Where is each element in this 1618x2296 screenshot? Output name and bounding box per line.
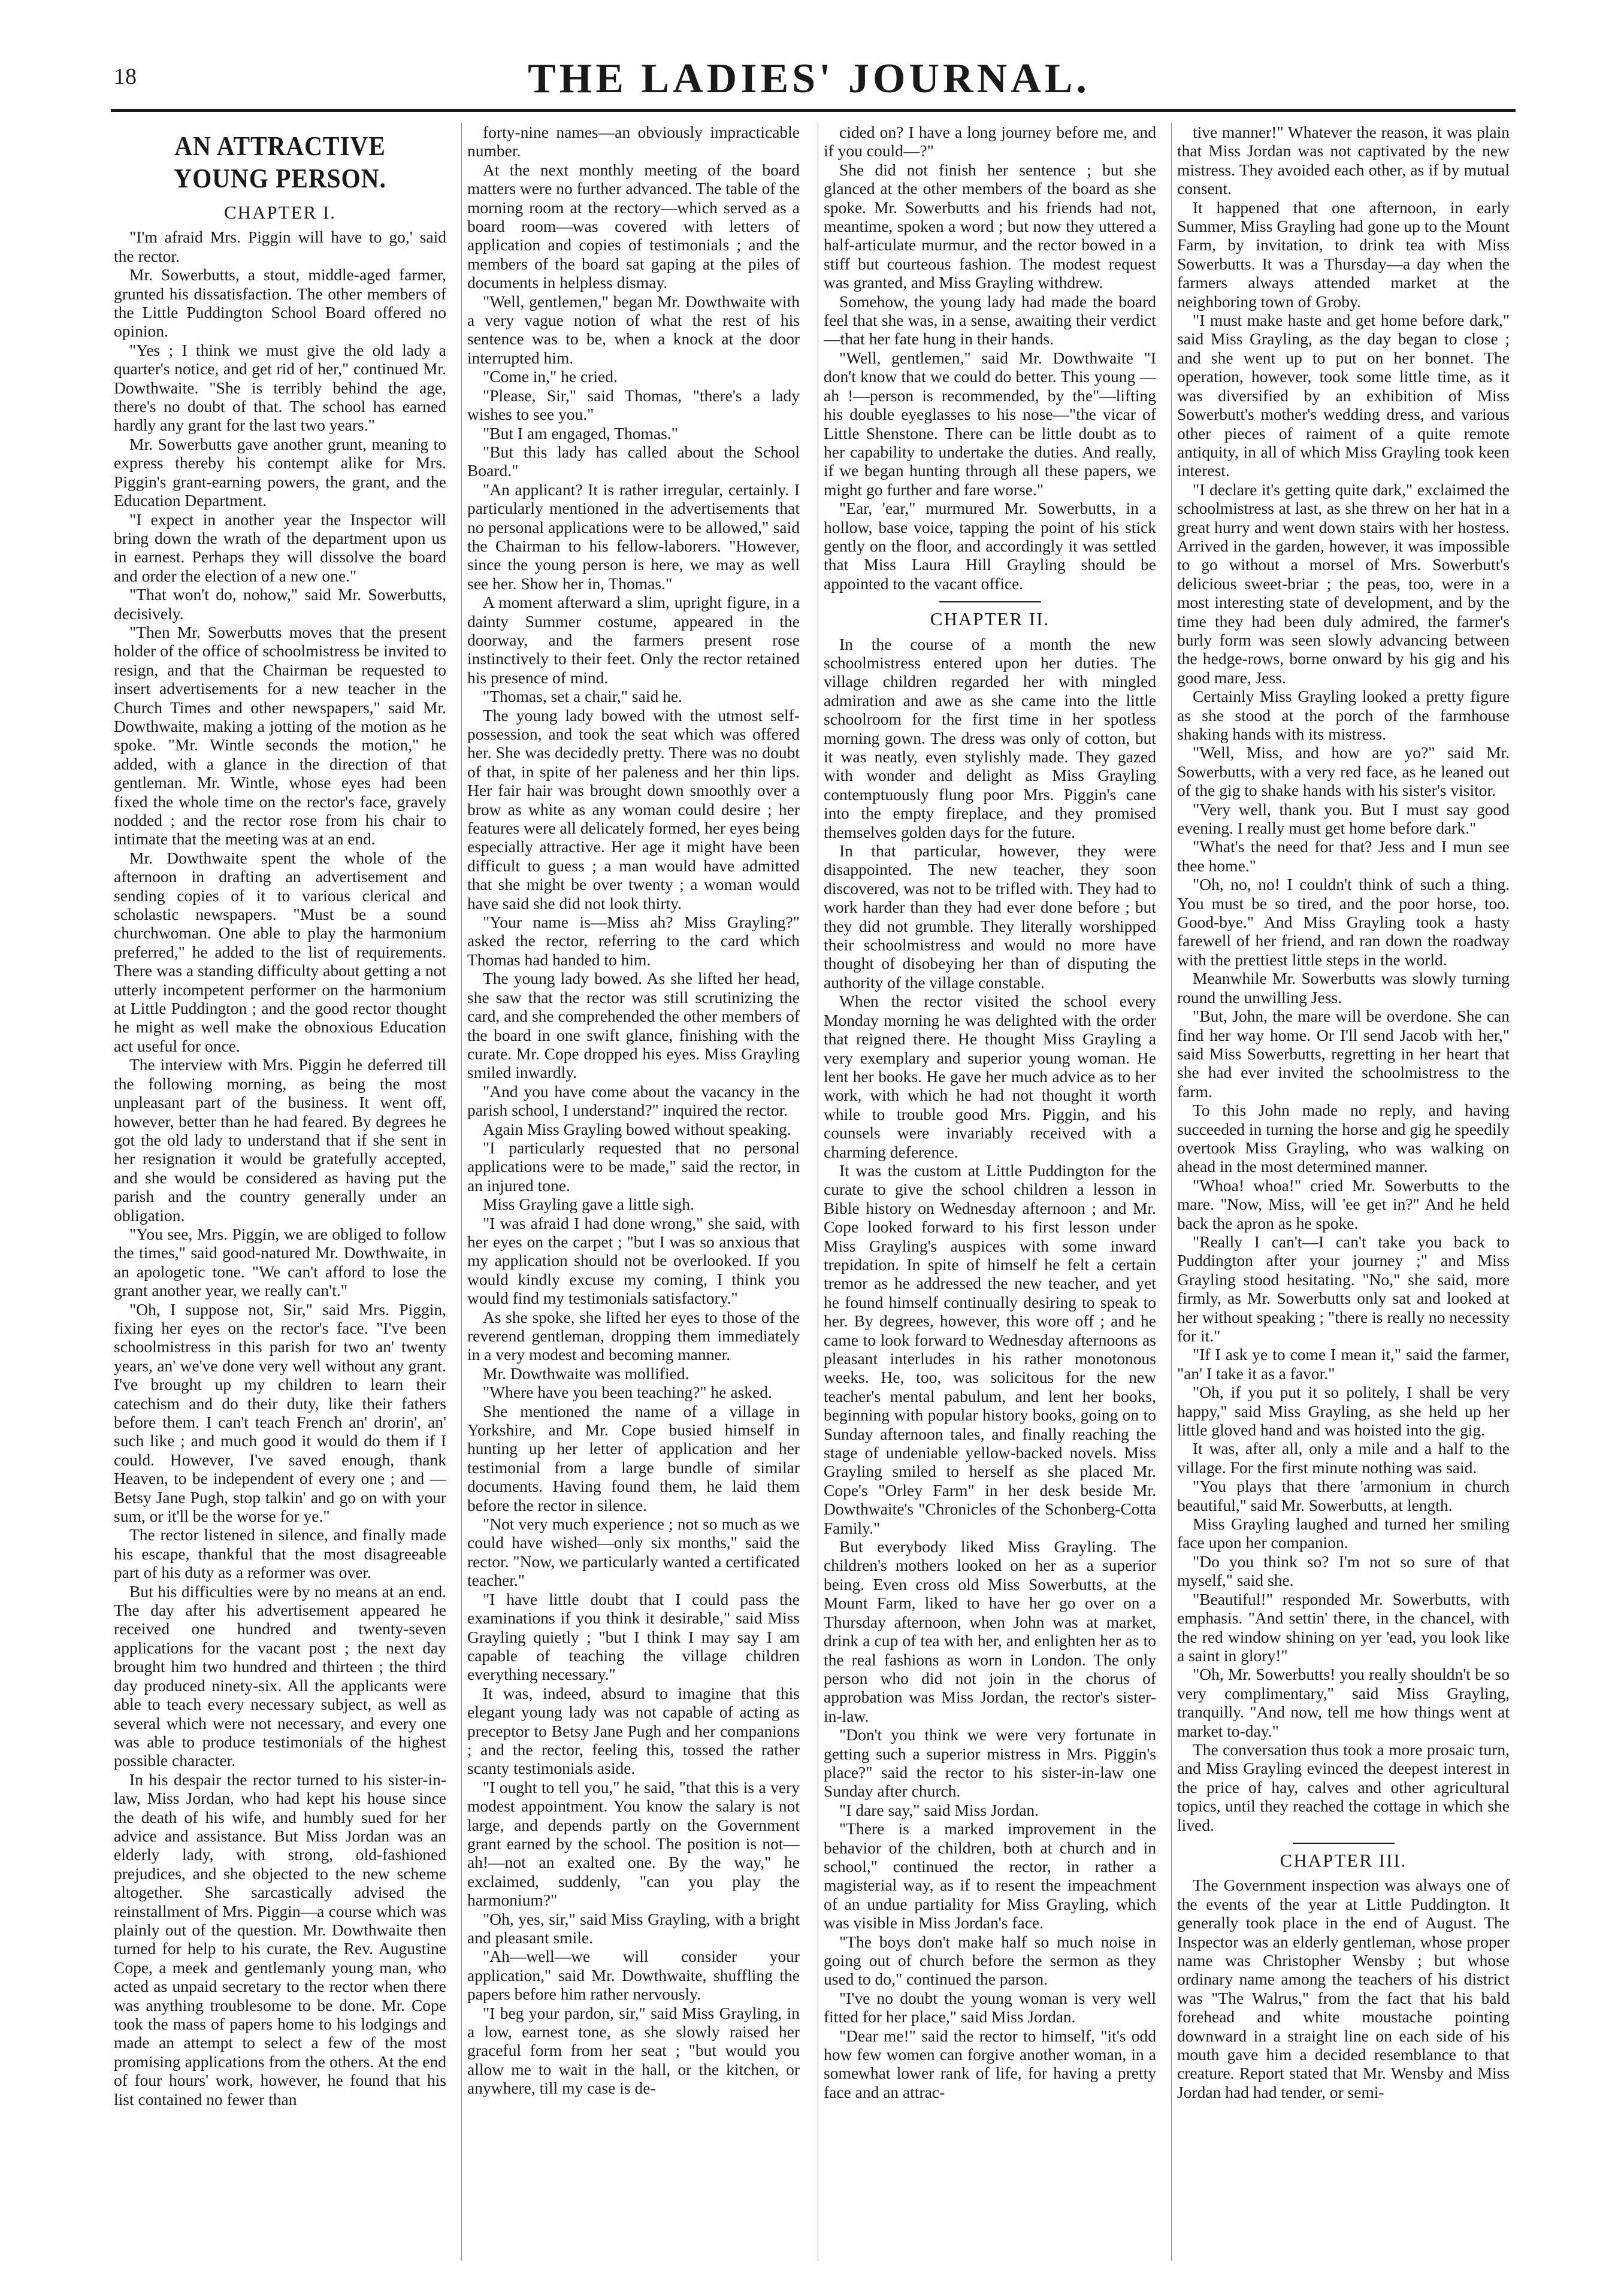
column-divider <box>1171 123 1172 2261</box>
paragraph: "Oh, if you put it so politely, I shall be very happy," said Miss Grayling, as she held up her little gloved hand and was hoisted into the gig. <box>1177 1383 1510 1440</box>
paragraph: "And you have come about the vacancy in the parish school, I understand?" inquired the rector. <box>467 1082 800 1120</box>
paragraph: In the course of a month the new schoolmistress entered upon her duties. The village children regarded her with mingled admiration and awe as she came into the little schoolroom for the first time in her spotless morning gown. The dress was only of cotton, but it was neatly, even stylishly made. They gazed with wonder and delight as Miss Grayling contemptuously flung poor Mrs. Piggin's cane into the empty fireplace, and they promised themselves golden days for the future. <box>824 634 1156 841</box>
paragraph: "But this lady has called about the School Board." <box>467 442 800 480</box>
column-3 <box>824 123 1156 2273</box>
paragraph: In his despair the rector turned to his sister-in-law, Miss Jordan, who had kept his house since the death of his wife, and humbly sued for her advice and assistance. But Miss Jordan was an elderly lady, with strong, old-fashioned prejudices, and she objected to the new scheme altogether. She sarcastically advised the reinstallment of Mrs. Piggin—a course which was plainly out of the question. Mr. Dowthwaite then turned for help to his curate, the Rev. Augustine Cope, a meek and gentlemanly young man, who acted as unpaid secretary to the rector when there was anything troublesome to be done. Mr. Cope took the mass of papers home to his lodgings and made an attempt to select a few of the most promising applications from the others. At the end of four hours' work, however, he found that his list contained no fewer than <box>114 1770 446 2109</box>
chapter-rule <box>939 601 1041 602</box>
paragraph: Meanwhile Mr. Sowerbutts was slowly turning round the unwilling Jess. <box>1177 969 1510 1007</box>
paragraph: Somehow, the young lady had made the board feel that she was, in a sense, awaiting their verdict—that her fate hung in their hands. <box>824 292 1156 349</box>
paragraph: "I expect in another year the Inspector will bring down the wrath of the department upon us in earnest. Perhaps they will dissolve the board and order the election of a new one." <box>114 510 446 585</box>
paragraph: Certainly Miss Grayling looked a pretty figure as she stood at the porch of the farmhouse shaking hands with its mistress. <box>1177 687 1510 743</box>
paragraph: "I ought to tell you," he said, "that this is a very modest appointment. You know the salary is not large, and depends partly on the Government grant earned by the school. The position is not—ah!—not an exalted one. By the way," he exclaimed, suddenly, "can you play the harmonium?" <box>467 1777 800 1910</box>
column-4-body-bottom <box>1177 1876 1510 2101</box>
chapter-heading: CHAPTER III. <box>1280 1849 1407 1871</box>
paragraph: "I'm afraid Mrs. Piggin will have to go,' said the rector. <box>114 228 446 265</box>
paragraph: It was, after all, only a mile and a half to the village. For the first minute nothing was said. <box>1177 1439 1510 1477</box>
paragraph: "Ear, 'ear," murmured Mr. Sowerbutts, in a hollow, base voice, tapping the point of his stick gently on the floor, and accordingly it was settled that Miss Laura Hill Grayling should be appointed to the vacant office. <box>824 499 1156 593</box>
paragraph: "I must make haste and get home before dark," said Miss Grayling, as the day began to close ; and she went up to put on her bonnet. The operation, however, took some little time, as it was diversified by an exhibition of Miss Sowerbutt's mother's wedding dress, and various other pieces of raiment of a quite remote antiquity, in all of which Miss Grayling took keen interest. <box>1177 311 1510 480</box>
paragraph: The rector listened in silence, and finally made his escape, thankful that the most disagreeable part of his duty as a reformer was over. <box>114 1525 446 1582</box>
column-divider <box>461 123 462 2261</box>
column-1 <box>114 123 446 2273</box>
paragraph: "Well, gentlemen," said Mr. Dowthwaite "I don't know that we could do better. This young —ah !—person is recommended, by the"—lifting his double eyeglasses to his nose—"the vicar of Little Shenstone. There can be little doubt as to her capability to undertake the duties. And really, if we began hunting through all these papers, we might go further and fare worse." <box>824 348 1156 499</box>
paragraph: tive manner!" Whatever the reason, it was plain that Miss Jordan was not captivated by the new mistress. They avoided each other, as if by mutual consent. <box>1177 123 1510 198</box>
paragraph: "But, John, the mare will be overdone. She can find her way home. Or I'll send Jacob with her," said Miss Sowerbutts, regretting in her heart that she had ever invited the schoolmistress to the farm. <box>1177 1007 1510 1101</box>
paragraph: "Oh, I suppose not, Sir," said Mrs. Piggin, fixing her eyes on the rector's face. "I've been schoolmistress in this parish for two an' twenty years, an' we've done very well without any grant. I've brought up my children to learn their catechism and do their duty, like their fathers before them. I can't teach French an' drorin', an' such like ; and much good it would do them if I could. However, I've saved enough, thank Heaven, to be independent of every one ; and — Betsy Jane Pugh, stop talkin' and go on with your sum, or it'll be the worse for ye." <box>114 1300 446 1526</box>
column-2-body <box>467 123 800 2098</box>
paragraph: The conversation thus took a more prosaic turn, and Miss Grayling evinced the deepest interest in the price of hay, calves and other agricultural topics, until they reached the cottage in which she lived. <box>1177 1740 1510 1834</box>
paragraph: "I declare it's getting quite dark," exclaimed the schoolmistress at last, as she threw on her hat in a great hurry and went down stairs with her hostess. Arrived in the garden, however, it was impossible to go without a morsel of Mrs. Sowerbutt's delicious sweet-briar ; the peas, too, were in a most interesting state of development, and by the time they had been duly admired, the farmer's burly form was seen slowly advancing between the hedge-rows, borne onward by his gig and his good mare, Jess. <box>1177 480 1510 687</box>
paragraph: Again Miss Grayling bowed without speaking. <box>483 1119 791 1138</box>
paragraph: "But I am engaged, Thomas." <box>483 423 678 443</box>
chapter-rule <box>1293 1843 1395 1844</box>
paragraph: "There is a marked improvement in the behavior of the children, both at church and in school," continued the rector, in rather a magisterial way, as if to resent the impeachment of an undue partiality for Miss Grayling, which was visible in Miss Jordan's face. <box>824 1819 1156 1932</box>
paragraph: "The boys don't make half so much noise in going out of church before the sermon as they used to do," continued the parson. <box>824 1932 1156 1989</box>
paragraph: "Oh, yes, sir," said Miss Grayling, with a bright and pleasant smile. <box>467 1909 800 1947</box>
paragraph: "Really I can't—I can't take you back to Puddington after your journey ;" and Miss Grayling stood hesitating. "No," she said, more firmly, as Mr. Sowerbutts only sat and looked at her without speaking ; "there is really no necessity for it." <box>1177 1232 1510 1345</box>
column-3-body-top <box>824 123 1156 593</box>
paragraph: "You see, Mrs. Piggin, we are obliged to follow the times," said good-natured Mr. Dowthwaite, in an apologetic tone. "We can't afford to lose the grant another year, we really can't." <box>114 1224 446 1300</box>
paragraph: Mr. Dowthwaite spent the whole of the afternoon in drafting an advertisement and sending copies of it to various clerical and scholastic newspapers. "Must be a sound churchwoman. One able to play the harmonium preferred," he added to the list of requirements. There was a standing difficulty about getting a not utterly incompetent performer on the harmonium at Little Puddington ; and the good rector thought he might as well make the obnoxious Education act useful for once. <box>114 848 446 1055</box>
paragraph: "I beg your pardon, sir," said Miss Grayling, in a low, earnest tone, as she slowly raised her graceful form from her seat ; "but would you allow me to wait in the hall, or the kitchen, or anywhere, till my case is de- <box>467 2003 800 2098</box>
paragraph: "Oh, no, no! I couldn't think of such a thing. You must be so tired, and the poor horse, too. Good-bye." And Miss Grayling took a hasty farewell of her friend, and ran down the roadway with the prettiest little steps in the world. <box>1177 875 1510 969</box>
paragraph: It happened that one afternoon, in early Summer, Miss Grayling had gone up to the Mount Farm, by invitation, to drink tea with Miss Sowerbutts. It was a Thursday—a day when the farmers always attended market at the neighboring town of Groby. <box>1177 198 1510 311</box>
paragraph: "Thomas, set a chair," said he. <box>483 687 682 706</box>
paragraph: "Whoa! whoa!" cried Mr. Sowerbutts to the mare. "Now, Miss, will 'ee get in?" And he held back the apron as he spoke. <box>1177 1176 1510 1232</box>
column-4-body-top <box>1177 123 1510 1834</box>
column-3-body-bottom <box>824 635 1156 2102</box>
paragraph: The Government inspection was always one of the events of the year at Little Puddington. It generally took place in the end of August. The Inspector was an elderly gentleman, whose proper name was Christopher Wensby ; but whose ordinary name among the teachers of his district was "The Walrus," from the fact that his bald forehead and white moustache pointing downward in a straight line on each side of his mouth gave him a decided resemblance to that creature. Report stated that Mr. Wensby and Miss Jordan had had tender, or semi- <box>1177 1876 1510 2101</box>
paragraph: "Yes ; I think we must give the old lady a quarter's notice, and get rid of her," continued Mr. Dowthwaite. "She is terribly behind the age, there's no doubt of that. The school has earned hardly any grant for the last two years." <box>114 340 446 435</box>
chapter-heading: CHAPTER II. <box>930 608 1050 630</box>
paragraph: "I've no doubt the young woman is very well fitted for her place," said Miss Jordan. <box>824 1988 1156 2027</box>
paragraph: But his difficulties were by no means at an end. The day after his advertisement appeared he received one hundred and twenty-seven applications for the vacant post ; the next day brought him two hundred and thirteen ; the third day produced ninety-six. All the applicants were able to teach every necessary subject, as well as several which were not necessary, and every one was able to produce testimonials of the highest possible character. <box>114 1582 446 1770</box>
paragraph: When the rector visited the school every Monday morning he was delighted with the order that reigned there. He thought Miss Grayling a very exemplary and superior young woman. He lent her books. He gave her much advice as to her work, with which he had not thought it worth while to trouble good Mrs. Piggin, and his counsels were invariably received with a charming deference. <box>824 992 1156 1161</box>
paragraph: "Beautiful!" responded Mr. Sowerbutts, with emphasis. "And settin' there, in the chancel, with the red window shining on yer 'ead, you look like a saint in glory!" <box>1177 1589 1510 1665</box>
paragraph: "If I ask ye to come I mean it," said the farmer, "an' I take it as a favor." <box>1177 1345 1510 1383</box>
paragraph: "What's the need for that? Jess and I mun see thee home." <box>1177 837 1510 875</box>
paragraph: "Not very much experience ; not so much as we could have wished—only six months," said the rector. "Now, we particularly wanted a certificated teacher." <box>467 1514 800 1590</box>
column-1-body <box>114 228 446 2109</box>
paragraph: "I particularly requested that no personal applications were to be made," said the rector, in an injured tone. <box>467 1138 800 1195</box>
paragraph: The young lady bowed. As she lifted her head, she saw that the rector was still scrutinizing the card, and she comprehended the other members of the board in one swift glance, finishing with the curate. Mr. Cope dropped his eyes. Miss Grayling smiled inwardly. <box>467 969 800 1082</box>
paragraph: cided on? I have a long journey before me, and if you could—?" <box>824 123 1156 160</box>
paragraph: "Come in," he cried. <box>483 367 618 386</box>
paragraph: forty-nine names—an obviously impracticable number. <box>467 123 800 160</box>
paragraph: Miss Grayling laughed and turned her smiling face upon her companion. <box>1177 1514 1510 1552</box>
paragraph: "That won't do, nohow," said Mr. Sowerbutts, decisively. <box>114 585 446 623</box>
masthead: THE LADIES' JOURNAL. <box>528 56 1090 102</box>
paragraph: The young lady bowed with the utmost self-possession, and took the seat which was offered her. She was decidedly pretty. There was no doubt of that, in spite of her paleness and her thin lips. Her fair hair was brought down smoothly over a brow as white as any woman could desire ; her features were all delicately formed, her eyes being especially attractive. Her age it might have been difficult to guess ; a man would have admitted that she might be over twenty ; a woman would have said she did not look thirty. <box>467 705 800 913</box>
paragraph: "I dare say," said Miss Jordan. <box>839 1800 1039 1819</box>
masthead-rule <box>111 109 1516 112</box>
paragraph: At the next monthly meeting of the board matters were no further advanced. The table of the morning room at the rectory—which served as a board room—was covered with letters of application and copies of testimonials ; and the members of the board sat gaping at the piles of documents in helpless dismay. <box>467 160 800 292</box>
paragraph: "Please, Sir," said Thomas, "there's a lady wishes to see you." <box>467 386 800 424</box>
paragraph: "Dear me!" said the rector to himself, "it's odd how few women can forgive another woman, in a somewhat lower rank of life, for having a pretty face and an attrac- <box>824 2026 1156 2101</box>
paragraph: "Do you think so? I'm not so sure of that myself," said she. <box>1177 1552 1510 1590</box>
paragraph: To this John made no reply, and having succeeded in turning the horse and gig he speedily overtook Miss Grayling, who was walking on ahead in the most determined manner. <box>1177 1101 1510 1176</box>
paragraph: "Very well, thank you. But I must say good evening. I really must get home before dark." <box>1177 799 1510 838</box>
paragraph: But everybody liked Miss Grayling. The children's mothers looked on her as a superior being. Even cross old Miss Sowerbutts, at the Mount Farm, liked to have her go over on a Thursday afternoon, when John was at market, drink a cup of tea with her, and enlighten her as to the real fashions as worn in London. The only person who did not join in the chorus of approbation was Miss Jordan, the rector's sister-in-law. <box>824 1537 1156 1725</box>
paragraph: A moment afterward a slim, upright figure, in a dainty Summer costume, appeared in the doorway, and the farmers present rose instinctively to their feet. Only the rector retained his presence of mind. <box>467 593 800 687</box>
paragraph: It was the custom at Little Puddington for the curate to give the school children a lesson in Bible history on Wednesday afternoon ; and Mr. Cope looked forward to his first lesson under Miss Grayling's auspices with some inward trepidation. In spite of himself he felt a certain tremor as he addressed the new teacher, and yet he found himself continually desiring to speak to her. By degrees, however, this wore off ; and he came to look forward to Wednesday afternoons as pleasant interludes in his rather monotonous weeks. He, too, was solicitous for the new teacher's mental pabulum, and lent her books, beginning with popular history books, going on to Sunday afternoon tales, and finally reaching the stage of undeniable yellow-backed novels. Miss Grayling smiled to herself as she placed Mr. Cope's "Orley Farm" in her desk beside Mr. Dowthwaite's "Chronicles of the Schonberg-Cotta Family." <box>824 1161 1156 1537</box>
paragraph: "Well, Miss, and how are yo?" said Mr. Sowerbutts, with a very red face, as he leaned out of the gig to shake hands with his sister's visitor. <box>1177 743 1510 800</box>
chapter-heading: CHAPTER I. <box>223 202 337 223</box>
paragraph: It was, indeed, absurd to imagine that this elegant young lady was not capable of acting as preceptor to Betsy Jane Pugh and her companions ; and the rector, feeling this, tossed the rather scanty testimonials aside. <box>467 1683 800 1778</box>
paragraph: As she spoke, she lifted her eyes to those of the reverend gentleman, dropping them immediately in a very modest and becoming manner. <box>467 1307 800 1364</box>
paragraph: Mr. Sowerbutts gave another grunt, meaning to express thereby his contempt alike for Mrs. Piggin's grant-earning powers, the grant, and the Education Department. <box>114 434 446 510</box>
paragraph: "Your name is—Miss ah? Miss Grayling?" asked the rector, referring to the card which Thomas had handed to him. <box>467 913 800 969</box>
paragraph: The interview with Mrs. Piggin he deferred till the following morning, as being the most unpleasant part of the business. It went off, however, better than he had feared. By degrees he got the old lady to understand that if she sent in her resignation it would be gratefully accepted, and she would be considered as having put the parish and the country generally under an obligation. <box>114 1055 446 1225</box>
paragraph: "Ah—well—we will consider your application," said Mr. Dowthwaite, shuffling the papers before him rather nervously. <box>467 1947 800 2004</box>
paragraph: She mentioned the name of a village in Yorkshire, and Mr. Cope busied himself in hunting up her letter of application and her testimonial from a large bundle of similar documents. Having found them, he laid them before the rector in silence. <box>467 1401 800 1514</box>
paragraph: She did not finish her sentence ; but she glanced at the other members of the board as she spoke. Mr. Sowerbutts and his friends had not, meantime, spoken a word ; but now they uttered a half-articulate murmur, and the rector bowed in a stiff but courteous fashion. The modest request was granted, and Miss Grayling withdrew. <box>824 160 1156 292</box>
paragraph: "I was afraid I had done wrong," she said, with her eyes on the carpet ; "but I was so anxious that my application should not be overlooked. If you would kindly excuse my coming, I think you would find my testimonials satisfactory." <box>467 1213 800 1308</box>
story-title: AN ATTRACTIVE YOUNG PERSON. <box>174 131 386 193</box>
paragraph: "Where have you been teaching?" he asked. <box>483 1383 772 1402</box>
paragraph: In that particular, however, they were disappointed. The new teacher, they soon discovered, was not to be trifled with. They had to work harder than they had ever done before ; but they did not grumble. They literally worshipped their schoolmistress and would no more have thought of disobeying her than of disputing the authority of the village constable. <box>824 841 1156 992</box>
paragraph: Mr. Sowerbutts, a stout, middle-aged farmer, grunted his dissatisfaction. The other members of the Little Puddington School Board offered no opinion. <box>114 265 446 341</box>
column-4 <box>1177 123 1510 2273</box>
page-number: 18 <box>114 64 137 89</box>
paragraph: Mr. Dowthwaite was mollified. <box>483 1364 689 1383</box>
paragraph: "An applicant? It is rather irregular, certainly. I particularly mentioned in the advertisements that no personal applications were to be allowed," said the Chairman to his fellow-laborers. "However, since the young person is here, we may as well see her. Show her in, Thomas." <box>467 480 800 593</box>
paragraph: Miss Grayling gave a little sigh. <box>483 1195 694 1214</box>
paragraph: "Well, gentlemen," began Mr. Dowthwaite with a very vague notion of what the rest of his sentence was to be, when a knock at the door interrupted him. <box>467 292 800 367</box>
paragraph: "You plays that there 'armonium in church beautiful," said Mr. Sowerbutts, at length. <box>1177 1477 1510 1514</box>
paragraph: "Oh, Mr. Sowerbutts! you really shouldn't be so very complimentary," said Miss Grayling, tranquilly. "And now, tell me how things went at market to-day." <box>1177 1665 1510 1740</box>
paragraph: "I have little doubt that I could pass the examinations if you think it desirable," said Miss Grayling quietly ; "but I think I may say I am capable of teaching the village children everything necessary." <box>467 1589 800 1684</box>
column-2 <box>467 123 800 2273</box>
paragraph: "Then Mr. Sowerbutts moves that the present holder of the office of schoolmistress be invited to resign, and that the Chairman be requested to insert advertisements for a new teacher in the Church Times and other newspapers," said Mr. Dowthwaite, making a jotting of the motion as he spoke. "Mr. Wintle seconds the motion," he added, with a glance in the direction of that gentleman. Mr. Wintle, whose eyes had been fixed the whole time on the rector's face, gravely nodded ; and the rector rose from his chair to intimate that the meeting was at an end. <box>114 622 446 849</box>
paragraph: "Don't you think we were very fortunate in getting such a superior mistress in Mrs. Piggin's place?" said the rector to his sister-in-law one Sunday after church. <box>824 1725 1156 1801</box>
